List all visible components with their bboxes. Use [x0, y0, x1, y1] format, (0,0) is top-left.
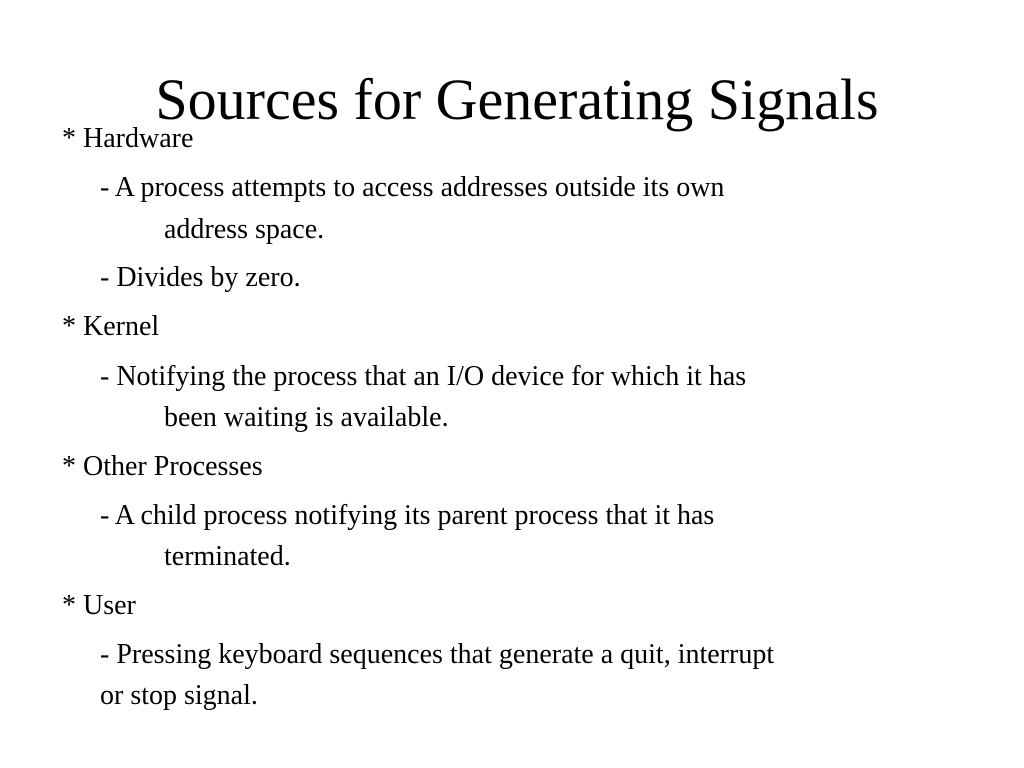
sub-item-line: - A process attempts to access addresses outside its own — [100, 172, 725, 203]
sub-item-line: - Pressing keyboard sequences that generate a quit, interrupt — [100, 639, 775, 670]
sub-item-line: - Notifying the process that an I/O device for which it has — [100, 361, 747, 392]
sub-item-line: - Divides by zero. — [100, 262, 301, 293]
sub-item-line: - A child process notifying its parent process that it has — [100, 500, 715, 531]
sub-item-continuation: or stop signal. — [100, 680, 258, 711]
section-heading-hardware: * Hardware — [62, 123, 194, 154]
section-heading-kernel: * Kernel — [62, 311, 160, 342]
section-heading-other-processes: * Other Processes — [62, 451, 263, 482]
section-heading-user: * User — [62, 590, 136, 621]
sub-item-continuation: terminated. — [164, 541, 291, 572]
slide-title: Sources for Generating Signals — [155, 67, 879, 132]
sub-item-continuation: been waiting is available. — [164, 402, 449, 433]
sub-item-continuation: address space. — [164, 214, 325, 245]
